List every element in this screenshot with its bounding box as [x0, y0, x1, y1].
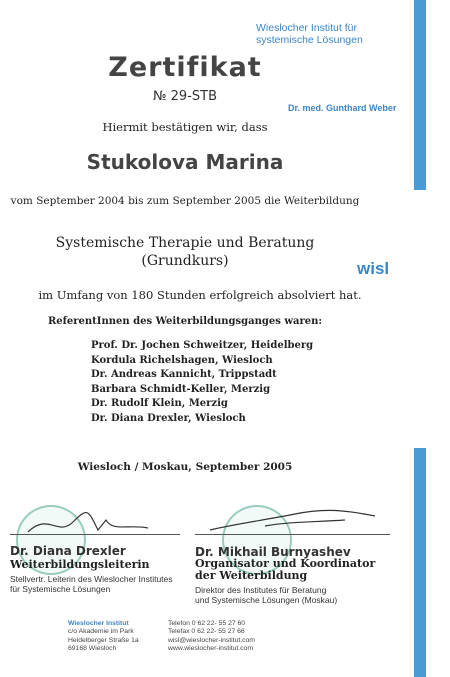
doctor-name: Dr. med. Gunthard Weber — [288, 103, 397, 113]
confirm-text: Hiermit bestätigen wir, dass — [102, 120, 268, 134]
signer-left-sub1: Stellvertr. Leiterin des Wieslocher Institutes — [10, 574, 173, 584]
signer-right-sub2: und Systemische Lösungen (Moskau) — [195, 595, 338, 605]
footer-addr2: Heidelberger Straße 1a — [68, 636, 139, 644]
hours-text: im Umfang von 180 Stunden erfolgreich absolviert hat. — [38, 288, 362, 302]
certificate-title: Zertifikat — [108, 52, 262, 83]
referent-item: Prof. Dr. Jochen Schweitzer, Heidelberg — [91, 340, 314, 351]
referent-item: Barbara Schmidt-Keller, Merzig — [91, 383, 271, 395]
recipient-name: Stukolova Marina — [86, 150, 284, 174]
signature-right — [205, 502, 385, 542]
institute-line2: systemische Lösungen — [256, 34, 363, 46]
referents-heading: ReferentInnen des Weiterbildungsganges waren: — [47, 316, 323, 327]
signer-right-name: Dr. Mikhail Burnyashev — [195, 545, 351, 559]
footer-contact — [168, 620, 255, 654]
wisl-logo: wisl — [357, 259, 390, 278]
signature-line-right — [195, 534, 390, 535]
signer-right-role2: der Weiterbildung — [195, 569, 308, 582]
signer-right-sub1: Direktor des Institutes für Beratung — [195, 585, 327, 595]
signer-left-sub2: für Systemische Lösungen — [10, 584, 111, 594]
signer-left-name: Dr. Diana Drexler — [10, 544, 126, 558]
period-text: vom September 2004 bis zum September 2005 die Weiterbildung — [10, 195, 360, 207]
course-subtitle: (Grundkurs) — [141, 253, 229, 269]
course-block — [0, 234, 370, 270]
referent-item: Kordula Richelshagen, Wiesloch — [91, 354, 273, 366]
signature-block-left — [10, 545, 173, 594]
course-title: Systemische Therapie und Beratung — [55, 235, 315, 251]
footer-addr3: 69168 Wiesloch — [68, 645, 117, 653]
footer-address — [68, 620, 139, 654]
footer-web: www.wieslocher-institut.com — [168, 645, 253, 653]
footer-phone: Telefon 0 62 22- 55 27 60 — [168, 620, 246, 627]
institute-line1: Wieslocher Institut für — [256, 22, 357, 34]
certificate-number: № 29-STB — [153, 89, 217, 104]
signer-left-role: Weiterbildungsleiterin — [10, 558, 150, 571]
referent-item: Dr. Rudolf Klein, Merzig — [91, 398, 228, 410]
referents-list — [91, 339, 313, 427]
place-date: Wiesloch / Moskau, September 2005 — [77, 461, 293, 473]
footer-addr1: c/o Akademie im Park — [68, 628, 134, 636]
referent-item: Dr. Diana Drexler, Wiesloch — [91, 412, 246, 424]
footer-fax: Telefax 0 62 22- 55 27 66 — [168, 628, 245, 636]
institute-header — [256, 22, 363, 46]
signature-left — [18, 502, 158, 542]
referent-item: Dr. Andreas Kannicht, Trippstadt — [91, 369, 277, 381]
signature-line-left — [10, 534, 180, 535]
footer-org: Wieslocher Institut — [68, 620, 129, 627]
signer-right-role1: Organisator und Koordinator — [195, 557, 376, 570]
side-bar-bottom — [414, 448, 426, 677]
side-bar-top — [414, 0, 426, 190]
footer-email: wisl@wieslocher-institut.com — [168, 636, 255, 644]
signature-block-right — [195, 546, 375, 605]
